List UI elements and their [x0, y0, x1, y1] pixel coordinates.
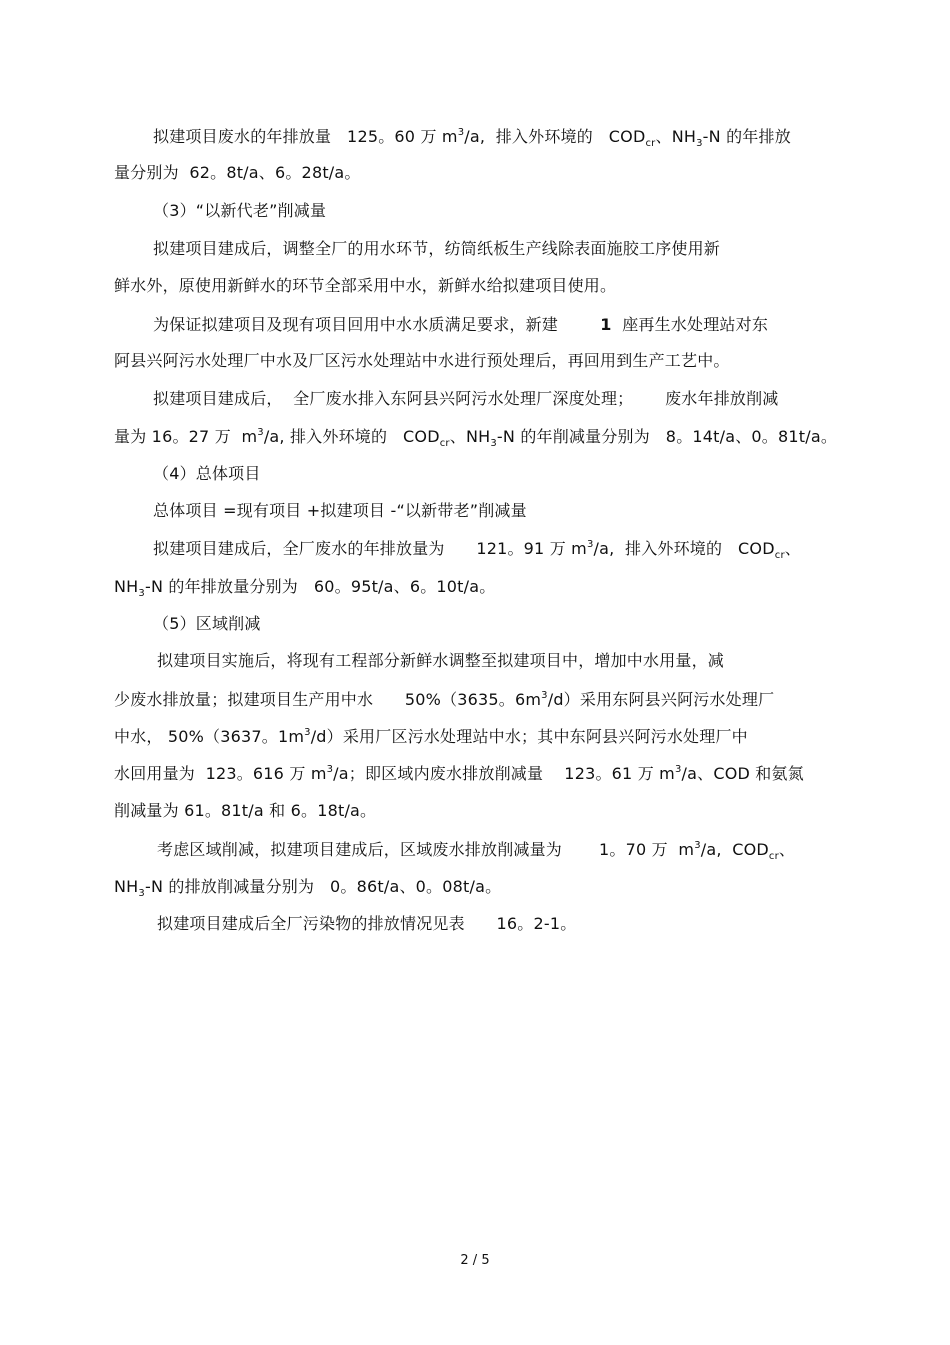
para-discharge-reduction-line1: 拟建项目建成后， 全厂废水排入东阿县兴阿污水处理厂深度处理； 废水年排放削减 [153, 389, 779, 408]
text: 水回用量为 123。616 万 m [114, 764, 327, 783]
text: 、NH [449, 427, 491, 446]
para-regional-reduction-line5: 削减量为 61。81t/a 和 6。18t/a。 [114, 801, 377, 820]
para-table-reference: 拟建项目建成后全厂污染物的排放情况见表 16。2-1。 [157, 914, 577, 933]
para-discharge-reduction-line2 [114, 426, 838, 450]
text: /d）采用厂区污水处理站中水；其中东阿县兴阿污水处理厂中 [310, 727, 748, 746]
text: 、 [778, 840, 796, 859]
text: /d）采用东阿县兴阿污水处理厂 [547, 690, 775, 709]
para-water-adjust-line2: 鲜水外，原使用新鲜水的环节全部采用中水，新鲜水给拟建项目使用。 [114, 276, 617, 295]
text: 考虑区域削减，拟建项目建成后，区域废水排放削减量为 1。70 万 m [157, 840, 695, 859]
para-total-discharge-line2 [114, 577, 496, 600]
para-regional-net-line1 [157, 839, 796, 863]
text: 量为 16。27 万 m [114, 427, 258, 446]
text: 拟建项目废水的年排放量 125。60 万 m [153, 127, 458, 146]
superscript: 3 [457, 126, 465, 138]
para-annual-discharge-line2: 量分别为 62。8t/a、6。28t/a。 [114, 163, 361, 182]
subscript: cr [645, 138, 656, 150]
para-total-discharge-line1 [153, 538, 801, 562]
para-reclaim-station-line1 [153, 315, 768, 335]
text: NH [114, 577, 139, 596]
superscript: 3 [586, 538, 594, 550]
text: /a, 排入外环境的 COD [464, 127, 646, 146]
text: 座再生水处理站对东 [611, 315, 769, 334]
text: /a、COD 和氨氮 [681, 764, 804, 783]
text-bold: 1 [600, 315, 612, 334]
subscript: cr [774, 550, 785, 562]
text: /a；即区域内废水排放削减量 123。61 万 m [333, 764, 675, 783]
superscript: 3 [304, 726, 311, 738]
text: -N 的排放削减量分别为 0。86t/a、0。08t/a。 [144, 877, 502, 896]
superscript: 3 [257, 426, 264, 438]
heading-section-5: （5）区域削减 [153, 614, 261, 633]
superscript: 3 [541, 689, 548, 701]
subscript: 3 [138, 888, 145, 900]
para-water-adjust-line1: 拟建项目建成后，调整全厂的用水环节，纺筒纸板生产线除表面施胶工序使用新 [153, 239, 721, 258]
heading-section-4: （4）总体项目 [153, 464, 261, 483]
para-reclaim-station-line2: 阿县兴阿污水处理厂中水及厂区污水处理站中水进行预处理后，再回用到生产工艺中。 [114, 351, 730, 370]
text: 中水， 50%（3637。1m [114, 727, 305, 746]
heading-section-3: （3）“以新代老”削减量 [153, 201, 327, 220]
text: 为保证拟建项目及现有项目回用中水水质满足要求，新建 [153, 315, 601, 334]
text: /a, 排入外环境的 COD [263, 427, 440, 446]
subscript: 3 [138, 588, 145, 600]
text: /a, 排入外环境的 COD [593, 539, 775, 558]
text: 拟建项目建成后，全厂废水的年排放量为 121。91 万 m [153, 539, 587, 558]
para-annual-discharge-line1 [153, 126, 791, 150]
subscript: 3 [696, 138, 703, 150]
para-regional-reduction-line1: 拟建项目实施后，将现有工程部分新鲜水调整至拟建项目中，增加中水用量，减 [157, 651, 725, 670]
text: 、 [784, 539, 801, 558]
subscript: 3 [490, 438, 497, 450]
text: NH [114, 877, 139, 896]
superscript: 3 [694, 839, 701, 851]
subscript: cr [768, 851, 779, 863]
formula-total-project: 总体项目 =现有项目 +拟建项目 -“以新带老”削减量 [153, 501, 527, 520]
page-number: 2 / 5 [460, 1253, 490, 1268]
subscript: cr [439, 438, 450, 450]
para-regional-reduction-line4 [114, 764, 804, 784]
superscript: 3 [326, 763, 334, 775]
text: -N 的年排放量分别为 60。95t/a、6。10t/a。 [144, 577, 496, 596]
superscript: 3 [674, 763, 682, 775]
text: 、NH [655, 127, 697, 146]
para-regional-reduction-line2 [114, 690, 774, 710]
para-regional-reduction-line3 [114, 727, 748, 747]
text: -N 的年削减量分别为 8。14t/a、0。81t/a。 [496, 427, 838, 446]
para-regional-net-line2 [114, 877, 502, 900]
text: /a, COD [700, 840, 769, 859]
text: -N 的年排放 [702, 127, 791, 146]
text: 少废水排放量；拟建项目生产用中水 50%（3635。6m [114, 690, 542, 709]
